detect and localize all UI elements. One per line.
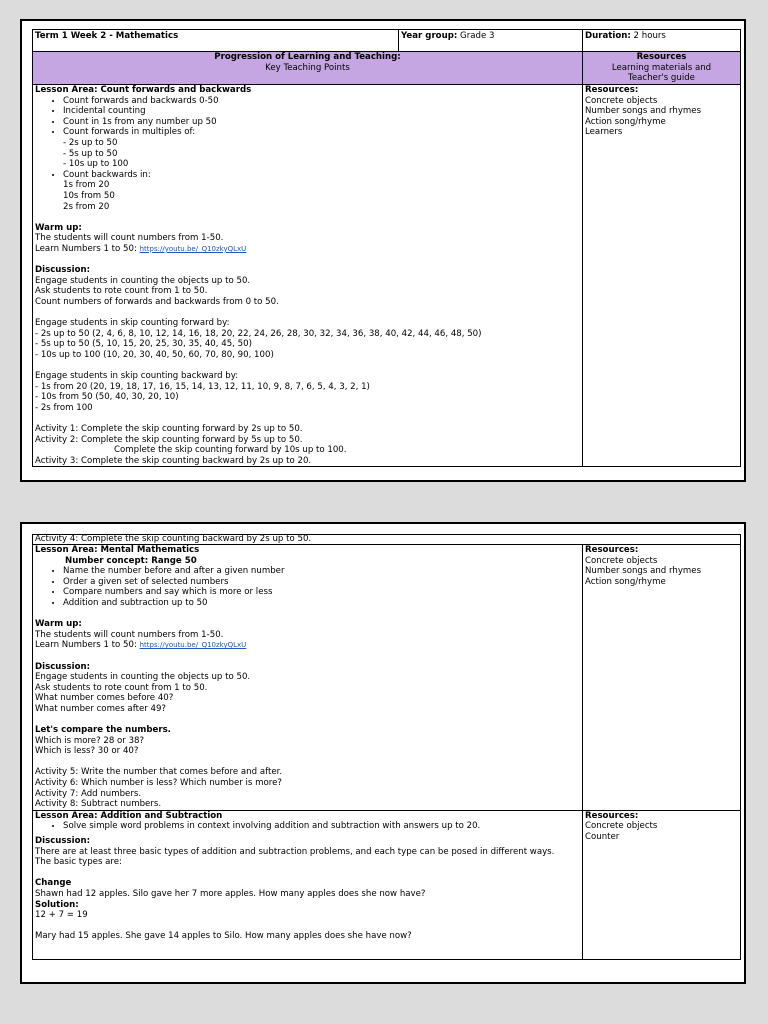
lesson-content-cell bbox=[33, 85, 583, 467]
resource-item: Learners bbox=[585, 127, 623, 138]
list-item: • Count forwards and backwards 0-50 bbox=[63, 96, 580, 107]
activity-7: Activity 7: Add numbers. bbox=[35, 788, 142, 799]
resources-cell bbox=[583, 545, 741, 811]
duration-value: 2 hours bbox=[633, 31, 666, 41]
resources-label: Resources: bbox=[585, 810, 639, 821]
solution-title: Solution: bbox=[35, 899, 79, 910]
progression-title: Progression of Learning and Teaching: bbox=[214, 52, 401, 62]
forward-line: - 2s up to 50 (2, 4, 6, 8, 10, 12, 14, 16, 18, 20, 22, 24, 26, 28, 30, 32, 34, 36, 38, 40, 42, 44, 46, 48, 50) bbox=[35, 328, 482, 339]
resources-label: Resources: bbox=[585, 85, 639, 95]
learn-numbers-line bbox=[35, 640, 580, 651]
resources-subtitle-1: Learning materials and bbox=[611, 62, 712, 73]
backward-line: - 10s from 50 (50, 40, 30, 20, 10) bbox=[35, 392, 179, 403]
year-group-cell bbox=[399, 30, 583, 52]
addition-subtraction-row bbox=[33, 810, 741, 959]
discussion-line: Engage students in counting the objects up to 50. bbox=[35, 672, 251, 683]
resource-item: Concrete objects bbox=[585, 821, 658, 832]
resource-item: Concrete objects bbox=[585, 95, 658, 106]
key-points-list bbox=[35, 821, 580, 832]
document-page-1 bbox=[20, 19, 746, 482]
activity-1: Activity 1: Complete the skip counting forward by 2s up to 50. bbox=[35, 424, 303, 434]
addition-subtraction-cell bbox=[33, 810, 583, 959]
change-text: Shawn had 12 apples. Silo gave her 7 more apples. How many apples does she now have? bbox=[35, 889, 426, 899]
activity-2-continued: Complete the skip counting forward by 10s up to 100. bbox=[114, 445, 347, 456]
video-link[interactable]: https://youtu.be/_Q10zkyQLxU bbox=[139, 641, 247, 650]
plan-title: Term 1 Week 2 - Mathematics bbox=[35, 31, 179, 41]
list-item: • Incidental counting bbox=[63, 106, 580, 117]
list-item bbox=[63, 127, 580, 169]
discussion-title: Discussion: bbox=[35, 265, 91, 276]
resources-header bbox=[583, 52, 741, 85]
resource-item: Counter bbox=[585, 832, 620, 843]
multiples-item: - 2s up to 50 bbox=[63, 137, 118, 148]
list-item: • Count in 1s from any number up 50 bbox=[63, 117, 580, 128]
year-group-value: Grade 3 bbox=[460, 31, 495, 41]
content-row bbox=[33, 85, 741, 467]
lesson-area-title: Lesson Area: Count forwards and backwards bbox=[35, 85, 252, 95]
progression-header bbox=[33, 52, 583, 85]
resource-item: Number songs and rhymes bbox=[585, 566, 702, 577]
multiples-item: - 5s up to 50 bbox=[63, 148, 118, 159]
key-points-list bbox=[35, 96, 580, 213]
warmup-title: Warm up: bbox=[35, 619, 82, 630]
discussion-line: Ask students to rote count from 1 to 50. bbox=[35, 286, 208, 297]
list-item: • Name the number before and after a given number bbox=[63, 566, 580, 577]
backward-intro: Engage students in skip counting backward by: bbox=[35, 371, 239, 382]
list-item-text: Count forwards in multiples of: bbox=[63, 127, 196, 138]
duration-cell bbox=[583, 30, 741, 52]
backwards-item: 2s from 20 bbox=[63, 201, 110, 212]
warmup-text: The students will count numbers from 1-50. bbox=[35, 629, 224, 640]
discussion-line: Count numbers of forwards and backwards from 0 to 50. bbox=[35, 296, 279, 307]
resources-label: Resources: bbox=[585, 545, 639, 555]
document-page-2 bbox=[20, 522, 746, 984]
forward-intro: Engage students in skip counting forward by: bbox=[35, 318, 230, 329]
key-points-list bbox=[35, 566, 580, 608]
lesson-area-title: Lesson Area: Mental Mathematics bbox=[35, 545, 200, 555]
mental-math-row bbox=[33, 545, 741, 811]
activity-8: Activity 8: Subtract numbers. bbox=[35, 799, 162, 810]
multiples-item: - 10s up to 100 bbox=[63, 159, 129, 170]
backward-line: - 1s from 20 (20, 19, 18, 17, 16, 15, 14, 13, 12, 11, 10, 9, 8, 7, 6, 5, 4, 3, 2, 1) bbox=[35, 381, 370, 392]
resources-cell bbox=[583, 85, 741, 467]
list-item: • Solve simple word problems in context involving addition and subtraction with answers up to 20. bbox=[63, 821, 580, 832]
solution-text: 12 + 7 = 19 bbox=[35, 910, 88, 921]
backwards-item: 10s from 50 bbox=[63, 190, 115, 201]
duration-label: Duration: bbox=[585, 31, 631, 41]
list-item: • Order a given set of selected numbers bbox=[63, 577, 580, 588]
resource-item: Action song/rhyme bbox=[585, 576, 666, 587]
discussion-title: Discussion: bbox=[35, 661, 91, 672]
resources-subtitle-2: Teacher's guide bbox=[628, 73, 695, 84]
resource-item: Action song/rhyme bbox=[585, 116, 666, 127]
resource-item: Number songs and rhymes bbox=[585, 106, 702, 117]
discussion-text: There are at least three basic types of addition and subtraction problems, and each type can be posed in different ways. bbox=[35, 846, 555, 857]
title-cell bbox=[33, 30, 399, 52]
resources-title: Resources bbox=[636, 52, 687, 62]
discussion-line: What number comes before 40? bbox=[35, 693, 174, 704]
resources-cell bbox=[583, 810, 741, 959]
warmup-title: Warm up: bbox=[35, 222, 82, 233]
forward-line: - 10s up to 100 (10, 20, 30, 40, 50, 60, 70, 80, 90, 100) bbox=[35, 349, 274, 360]
list-item: • Compare numbers and say which is more or less bbox=[63, 587, 580, 598]
activity-4-cell bbox=[33, 535, 741, 545]
discussion-line: What number comes after 49? bbox=[35, 703, 166, 714]
discussion-title: Discussion: bbox=[35, 836, 91, 847]
backwards-item: 1s from 20 bbox=[63, 180, 110, 191]
activity-3: Activity 3: Complete the skip counting backward by 2s up to 20. bbox=[35, 455, 312, 466]
resource-item: Concrete objects bbox=[585, 555, 658, 566]
activity-2: Activity 2: Complete the skip counting forward by 5s up to 50. bbox=[35, 434, 303, 445]
activity-5: Activity 5: Write the number that comes before and after. bbox=[35, 767, 283, 778]
header-row bbox=[33, 30, 741, 52]
learn-label: Learn Numbers 1 to 50: bbox=[35, 243, 140, 254]
number-concept: Number concept: Range 50 bbox=[65, 555, 197, 566]
activity-6: Activity 6: Which number is less? Which number is more? bbox=[35, 778, 282, 789]
compare-title: Let's compare the numbers. bbox=[35, 725, 171, 736]
backward-line: - 2s from 100 bbox=[35, 402, 93, 413]
activity-4: Activity 4: Complete the skip counting backward by 2s up to 50. bbox=[35, 534, 312, 544]
list-item bbox=[63, 170, 580, 212]
subheader-row bbox=[33, 52, 741, 85]
lesson-area-title: Lesson Area: Addition and Subtraction bbox=[35, 810, 223, 821]
change-title: Change bbox=[35, 878, 72, 889]
progression-subtitle: Key Teaching Points bbox=[265, 62, 350, 73]
word-problem: Mary had 15 apples. She gave 14 apples to Silo. How many apples does she have now? bbox=[35, 931, 412, 942]
video-link[interactable]: https://youtu.be/_Q10zkyQLxU bbox=[139, 244, 247, 253]
lesson-plan-table-1 bbox=[32, 29, 741, 467]
mental-math-cell bbox=[33, 545, 583, 811]
learn-label: Learn Numbers 1 to 50: bbox=[35, 640, 140, 651]
warmup-text: The students will count numbers from 1-50. bbox=[35, 233, 224, 244]
year-group-label: Year group: bbox=[401, 31, 458, 41]
discussion-line: Ask students to rote count from 1 to 50. bbox=[35, 682, 208, 693]
forward-line: - 5s up to 50 (5, 10, 15, 20, 25, 30, 35, 40, 45, 50) bbox=[35, 339, 252, 350]
basic-types-line: The basic types are: bbox=[35, 857, 122, 868]
compare-line: Which is more? 28 or 38? bbox=[35, 735, 145, 746]
compare-line: Which is less? 30 or 40? bbox=[35, 746, 139, 757]
list-item: • Addition and subtraction up to 50 bbox=[63, 598, 580, 609]
list-item-text: Count backwards in: bbox=[63, 169, 151, 180]
lesson-plan-table-2 bbox=[32, 534, 741, 960]
discussion-line: Engage students in counting the objects up to 50. bbox=[35, 275, 251, 286]
learn-numbers-line bbox=[35, 244, 580, 255]
activity-4-row bbox=[33, 535, 741, 545]
